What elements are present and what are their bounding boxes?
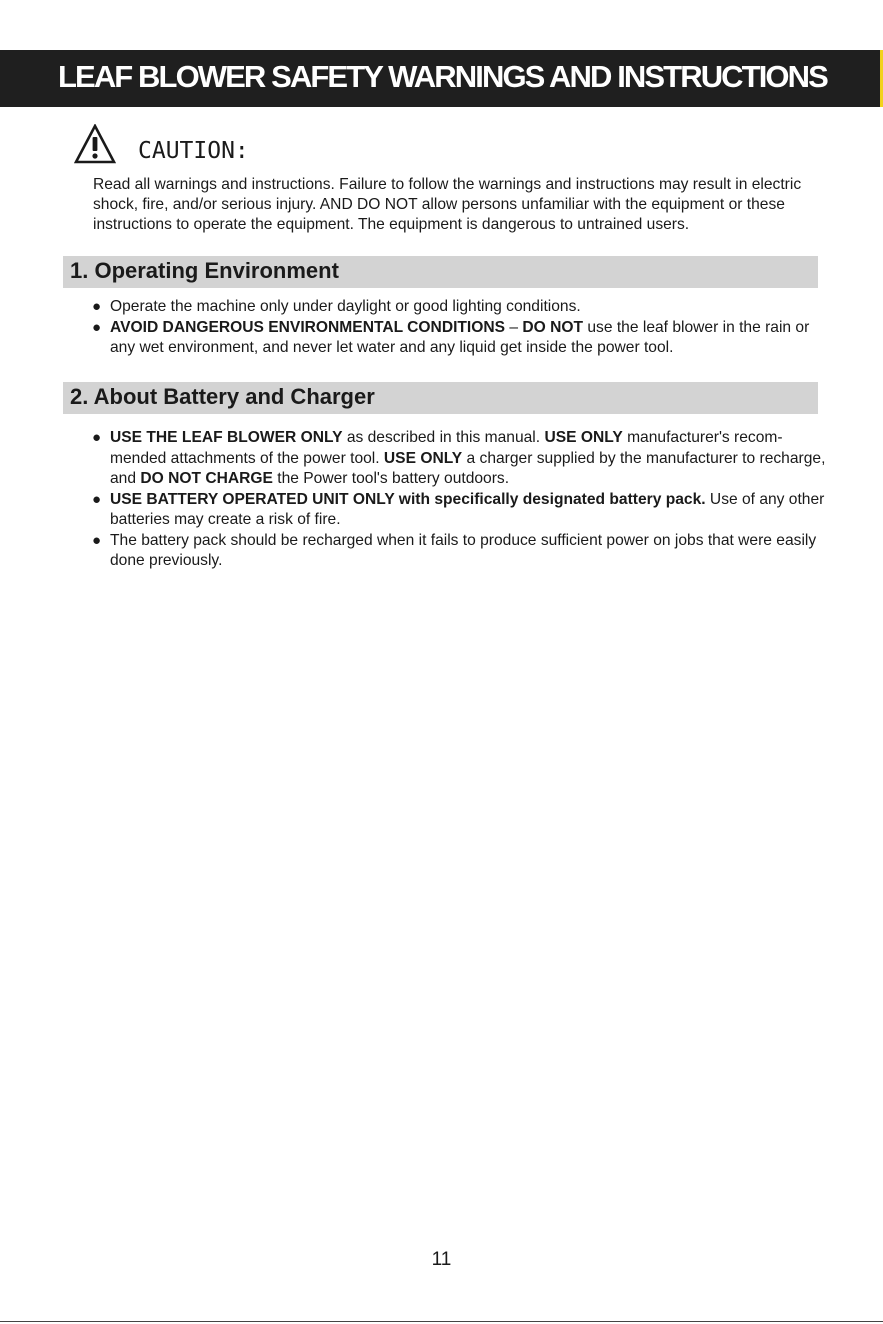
caution-text: Read all warnings and instructions. Failure to follow the warnings and instructions may result in electric shock, fire, and/or serious injury. AND DO NOT allow persons unfamiliar with the equipment or these instructions to operate the equipment. The equipment is dangerous to untrained users. (93, 176, 802, 233)
bold-text: USE ONLY (383, 449, 463, 467)
operating-environment-list (92, 297, 832, 359)
separator-text: – (505, 318, 523, 336)
list-item (92, 428, 832, 490)
list-item (92, 490, 832, 531)
bullet-icon: ● (92, 429, 102, 446)
bold-text: USE BATTERY OPERATED UNIT ONLY with specifically designated battery pack. (110, 490, 706, 508)
bold-text: DO NOT CHARGE (140, 470, 273, 487)
section-heading-operating-environment (63, 256, 818, 288)
bullet-icon: ● (92, 318, 102, 336)
bullet-icon: ● (92, 490, 102, 508)
list-item (92, 318, 832, 359)
caution-label: CAUTION: (138, 138, 249, 164)
list-item-text: use the leaf blower in the rain or any wet environment, and never let water and any liquid get inside the power tool. (110, 318, 810, 356)
bold-text: USE ONLY (544, 429, 623, 446)
bold-text: AVOID DANGEROUS ENVIRONMENTAL CONDITIONS (110, 318, 506, 336)
list-item (92, 297, 832, 318)
page-title: LEAF BLOWER SAFETY WARNINGS AND INSTRUCTIONS (58, 59, 827, 94)
list-item-text: the Power tool's battery outdoors. (272, 470, 510, 487)
bullet-icon: ● (92, 531, 102, 549)
list-item-text: as described in this manual. (342, 429, 545, 446)
section-heading-battery-charger (63, 382, 818, 414)
list-item-text: manufacturer's recom-mended attachments of the power tool. (110, 429, 783, 467)
footer-divider (0, 1321, 883, 1322)
title-bar (0, 50, 883, 107)
list-item-text: Operate the machine only under daylight or good lighting conditions. (110, 298, 581, 315)
list-item-text: Use of any other batteries may create a risk of fire. (110, 490, 825, 528)
section-heading-text: 1. Operating Environment (70, 258, 339, 283)
bold-text: DO NOT (522, 318, 584, 336)
bold-text: USE THE LEAF BLOWER ONLY (110, 429, 343, 446)
list-item-text: a charger supplied by the manufacturer to recharge, and (110, 449, 826, 487)
list-item (92, 531, 832, 572)
list-item-text: The battery pack should be recharged when it fails to produce sufficient power on jobs that were easily done previously. (110, 531, 817, 569)
warning-triangle-icon (74, 124, 116, 164)
bullet-icon: ● (92, 298, 102, 315)
battery-charger-list (92, 428, 832, 572)
section-heading-text: 2. About Battery and Charger (70, 384, 375, 409)
page-number: 11 (431, 1249, 452, 1270)
